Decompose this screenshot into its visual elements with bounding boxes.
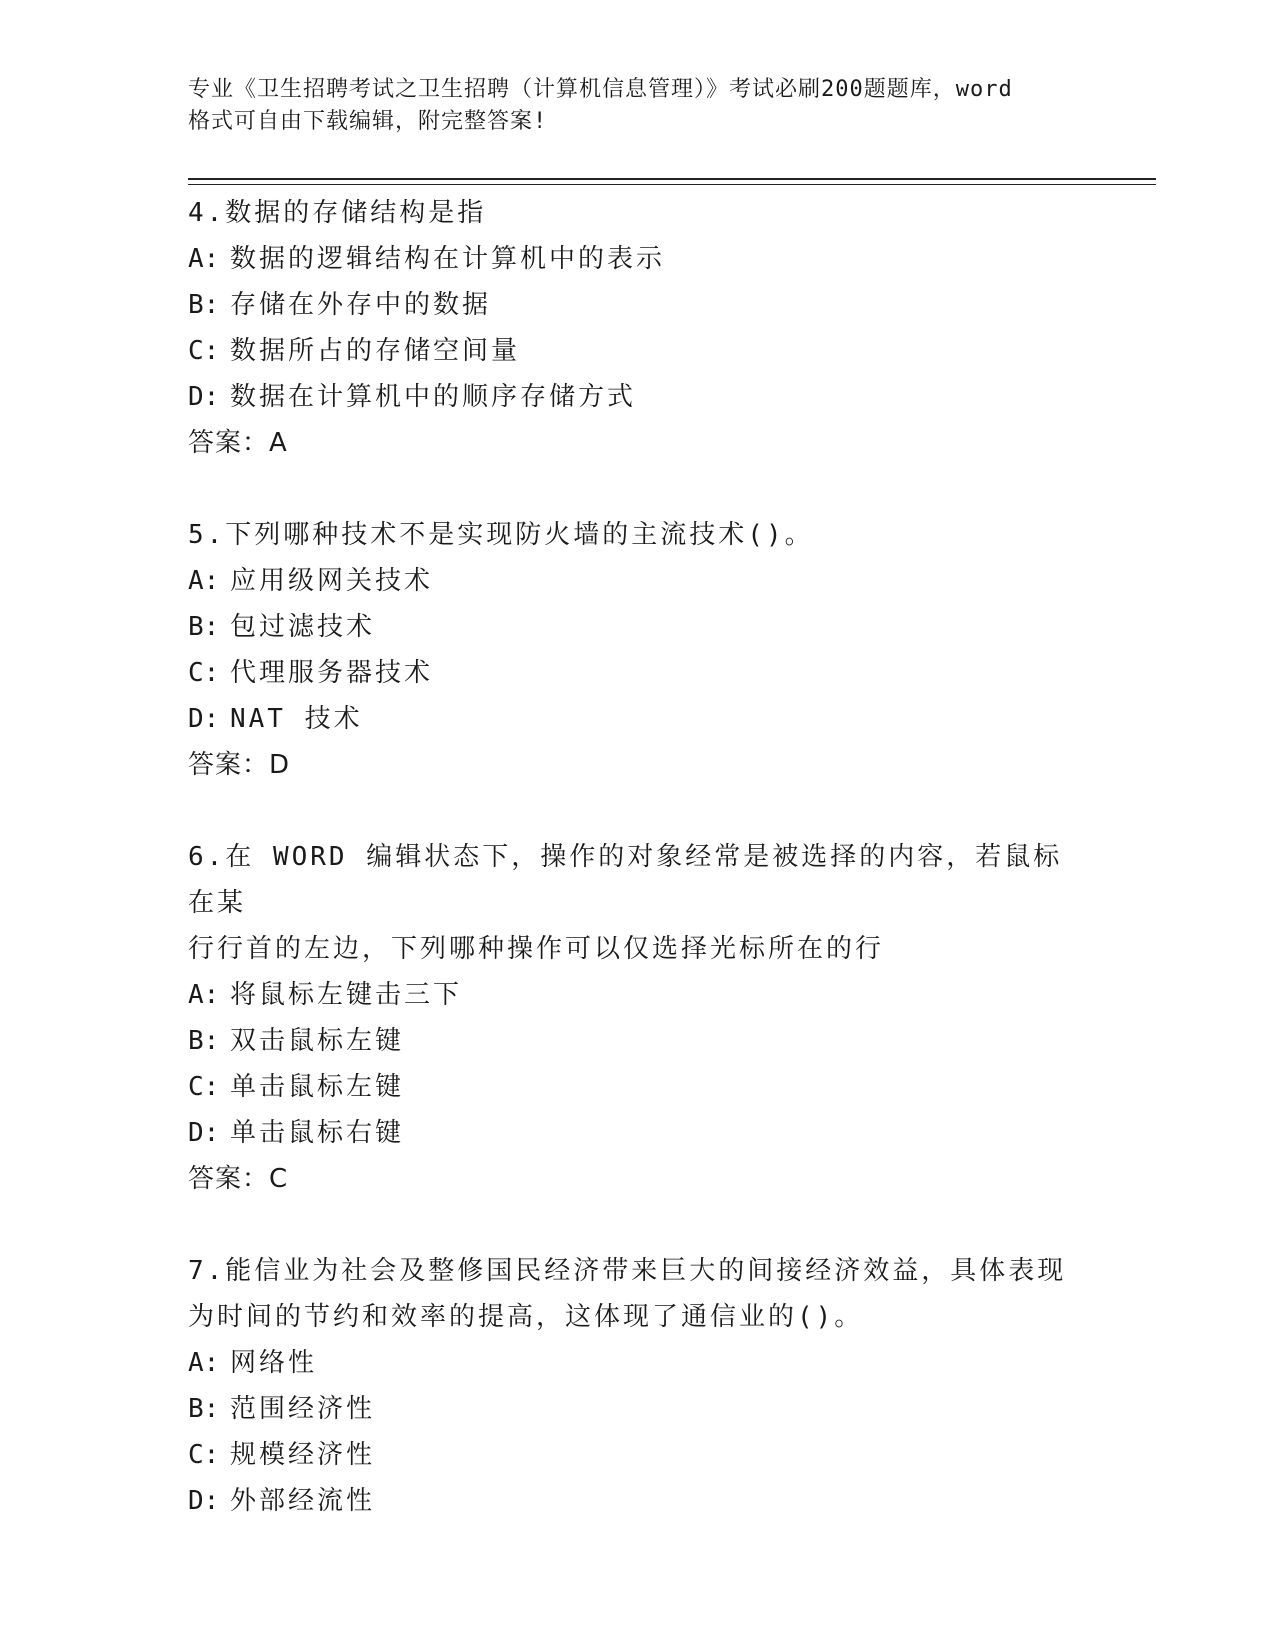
option-text: 存储在外存中的数据 [230,290,492,320]
option-letter: D: [188,1118,220,1148]
question-title-line-2: 行行首的左边，下列哪种操作可以仅选择光标所在的行 [188,934,885,964]
option-c [188,650,1088,696]
option-letter: C: [188,336,220,366]
option-a [188,972,1088,1018]
option-letter: A: [188,244,220,274]
header-line-2: 格式可自由下载编辑，附完整答案! [188,109,548,134]
option-text: 单击鼠标右键 [230,1118,405,1148]
option-text: 数据的逻辑结构在计算机中的表示 [230,244,666,274]
option-b [188,1018,1088,1064]
option-text: 代理服务器技术 [230,658,434,688]
option-text: 双击鼠标左键 [230,1026,405,1056]
option-text: 数据所占的存储空间量 [230,336,521,366]
header-divider-thick [188,178,1156,180]
option-text: 包过滤技术 [230,612,376,642]
question-item [188,190,1088,466]
option-letter: D: [188,1486,220,1516]
question-title-line-1: 7.能信业为社会及整修国民经济带来巨大的间接经济效益，具体表现 [188,1256,1067,1286]
question-title-line-2: 为时间的节约和效率的提高，这体现了通信业的()。 [188,1302,864,1332]
option-d [188,1478,1088,1524]
option-letter: D: [188,382,220,412]
option-c [188,1432,1088,1478]
option-d [188,1110,1088,1156]
option-letter: C: [188,1072,220,1102]
option-text: 单击鼠标左键 [230,1072,405,1102]
answer-line: 答案：A [188,428,288,458]
option-letter: B: [188,1026,220,1056]
option-c [188,328,1088,374]
option-d [188,374,1088,420]
answer-line: 答案：D [188,750,291,780]
option-b [188,604,1088,650]
option-b [188,282,1088,328]
option-letter: C: [188,1440,220,1470]
question-list [188,190,1088,1524]
question-item [188,834,1088,1202]
header-line-1: 专业《卫生招聘考试之卫生招聘（计算机信息管理）》考试必刷200题题库，word [188,77,1013,102]
option-letter: A: [188,566,220,596]
option-d [188,696,1088,742]
option-text: 网络性 [230,1348,318,1378]
option-letter: C: [188,658,220,688]
question-item [188,512,1088,788]
answer-line: 答案：C [188,1164,289,1194]
option-a [188,558,1088,604]
option-text: 规模经济性 [230,1440,376,1470]
question-title: 4.数据的存储结构是指 [188,198,487,228]
document-header [188,74,1088,138]
option-letter: B: [188,612,220,642]
question-title: 5.下列哪种技术不是实现防火墙的主流技术()。 [188,520,814,550]
option-a [188,1340,1088,1386]
question-item [188,1248,1088,1524]
option-letter: B: [188,1394,220,1424]
option-letter: A: [188,980,220,1010]
option-text: 将鼠标左键击三下 [230,980,463,1010]
question-title-line-1: 6.在 WORD 编辑状态下，操作的对象经常是被选择的内容，若鼠标在某 [188,842,1063,918]
option-letter: B: [188,290,220,320]
option-c [188,1064,1088,1110]
option-b [188,1386,1088,1432]
option-text: 外部经流性 [230,1486,376,1516]
option-text: 应用级网关技术 [230,566,434,596]
option-text: 数据在计算机中的顺序存储方式 [230,382,637,412]
header-divider-thin [188,184,1156,185]
option-a [188,236,1088,282]
option-text: NAT 技术 [230,704,363,734]
option-letter: A: [188,1348,220,1378]
option-text: 范围经济性 [230,1394,376,1424]
option-letter: D: [188,704,220,734]
